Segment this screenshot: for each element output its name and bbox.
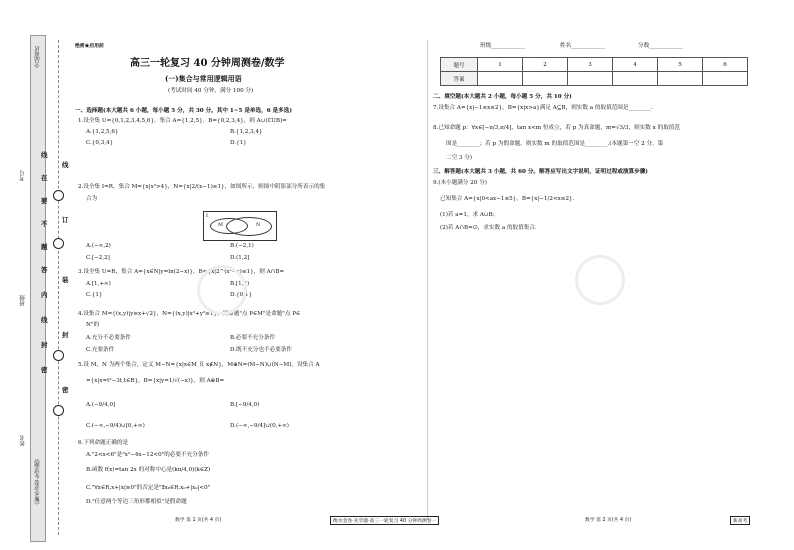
section1-heading: 一、选择题(本大题共 6 小题，每小题 5 分，共 30 分。其中 1~5 是单选，6 是多选) <box>75 108 292 114</box>
q3-option-b: B.[1,2) <box>230 281 250 287</box>
q4-option-c: C.充要条件 <box>86 347 115 353</box>
q8-line3: 二空 3 分) <box>446 155 473 161</box>
label-xingming: 姓名 <box>20 435 26 446</box>
q3-option-a: A.[1,+∞) <box>86 281 111 287</box>
binding-strip <box>30 35 46 542</box>
label-banji: 班级 <box>20 295 26 306</box>
venn-set-n <box>226 217 272 236</box>
q1-stem: 1.设全集 U={0,1,2,3,4,5,6}，集合 A={1,2,5}，B={0,2,3,4}，则 A∪(∁UB)= <box>78 118 287 124</box>
q3-option-d: D.{0,1} <box>230 292 253 298</box>
seal-char: 线 <box>41 151 48 159</box>
table-row <box>441 72 748 86</box>
table-cell: 5 <box>658 58 703 72</box>
footer-badge: 新高考 <box>730 516 750 525</box>
q6-option-d: D."任意两个等边三角形都相似"是假命题 <box>86 499 187 505</box>
answer-cell[interactable] <box>568 72 613 86</box>
q2-stem-cont: 合为 <box>86 196 98 202</box>
seal-char: 在 <box>41 174 48 182</box>
side-label: 线 <box>62 161 69 169</box>
strip-school: 全品商店 <box>35 46 41 68</box>
watermark-logo <box>575 255 625 305</box>
binding-circle <box>53 405 64 416</box>
section2-heading: 二、填空题(本大题共 2 小题，每小题 5 分，共 10 分) <box>433 94 572 100</box>
field-xingming-label: 姓名 <box>560 43 572 49</box>
side-label: 封 <box>62 331 69 339</box>
footer-right: 数学 第 2 页(共 4 页) <box>585 518 632 523</box>
cut-line <box>58 40 59 535</box>
label-kaohao: 考号 <box>20 170 26 181</box>
secret-mark: 绝密★启用前 <box>75 43 104 49</box>
seal-char: 答 <box>41 266 48 274</box>
table-cell: 4 <box>613 58 658 72</box>
seal-char: 不 <box>41 220 48 228</box>
q2-stem: 2.设全集 I=R，集合 M={x|x²>4}，N={x|2/(x−1)≥1}，如图所示，则图中阴影部分所表示的集 <box>78 184 326 190</box>
q4-option-b: B.必要不充分条件 <box>230 335 276 341</box>
q9-part1: (1)若 a=1，求 A∪B； <box>440 212 499 218</box>
answer-cell[interactable] <box>703 72 748 86</box>
q1-option-a: A.{1,2,5,6} <box>86 129 119 135</box>
q5-option-c: C.(−∞,−9/4)∪[0,+∞) <box>86 423 145 429</box>
q2-option-c: C.[−2,2] <box>86 255 110 261</box>
seal-char: 内 <box>41 291 48 299</box>
q4-option-a: A.充分不必要条件 <box>86 335 131 341</box>
q2-option-a: A.(−∞,2) <box>86 243 111 249</box>
q4-stem: 4.设集合 M={(x,y)|y≥x+√2}，N={(x,y)|x²+y²≥1}，则命题"点 P∈M"是命题"点 P∈ <box>78 311 301 317</box>
q5-option-d: D.(−∞,−9/4]∪(0,+∞) <box>230 423 289 429</box>
q7-stem: 7.设集合 A={x|−1≤x≤2}，B={x|x>a}满足 A⊆B，则实数 a 的取值范围是________. <box>433 105 653 111</box>
venn-label-m: M <box>218 223 223 228</box>
answer-cell[interactable] <box>478 72 523 86</box>
venn-label-i: I <box>206 214 208 219</box>
field-banji: 班级____________ <box>480 43 525 49</box>
page-subtitle: (一)集合与常用逻辑用语 <box>165 74 242 83</box>
footer-center: 衡水金卷·先享题·高三一轮复习 40 分钟周测卷一 <box>330 516 439 525</box>
table-head-daan: 答案 <box>441 72 478 86</box>
q8-line2: 围是________；若 p 为假命题，则实数 m 的取值范围是________.(本题第一空 2 分，第 <box>446 141 664 147</box>
field-fenshu-label: 分数 <box>638 43 650 49</box>
q5-option-b: B.[−9/4,0) <box>230 402 260 408</box>
binding-circle <box>53 190 64 201</box>
binding-circle <box>53 350 64 361</box>
score-table <box>440 57 748 86</box>
q9-head: 9.(本小题满分 20 分) <box>433 180 487 186</box>
table-row <box>441 58 748 72</box>
q4-option-d: D.既不充分也不必要条件 <box>230 347 293 353</box>
venn-label-n: N <box>256 223 261 228</box>
side-label: 密 <box>62 386 69 394</box>
seal-char: 封 <box>41 341 48 349</box>
q1-option-c: C.{0,3,4} <box>86 140 114 146</box>
q2-option-d: D.(1,2] <box>230 255 250 261</box>
q1-option-b: B.{1,2,3,4} <box>230 129 263 135</box>
q6-option-b: B.函数 f(x)=tan 2x 的对称中心是(kπ/4,0)(k∈Z) <box>86 467 211 473</box>
q9-part2: (2)若 A∩B=∅，求实数 a 的取值集合. <box>440 225 537 231</box>
seal-char: 要 <box>41 197 48 205</box>
table-cell: 1 <box>478 58 523 72</box>
venn-diagram <box>203 211 277 241</box>
field-banji-label: 班级 <box>480 43 492 49</box>
table-cell: 3 <box>568 58 613 72</box>
q6-option-a: A."2<x<6"是"x²−4x−12<0"的必要不充分条件 <box>86 452 209 458</box>
seal-char: 密 <box>41 366 48 374</box>
seal-char: 线 <box>41 316 48 324</box>
page-divider <box>427 40 428 520</box>
q9-stem: 已知集合 A={x|0<ax−1≤5}，B={x|−1/2<x≤2}. <box>440 196 575 202</box>
side-label: 订 <box>62 216 69 224</box>
q5-stem-cont: ={x|x=t²−3t,t∈R}，B={x|y=1/√(−x)}，则 A⊕B= <box>86 378 225 384</box>
binding-circle <box>53 238 64 249</box>
q6-option-c: C."∀x∈R,x+|x|≥0"的否定是"∃x₀∈R,x₀+|x₀|<0" <box>86 485 211 491</box>
answer-cell[interactable] <box>658 72 703 86</box>
q5-option-a: A.(−9/4,0] <box>86 402 116 408</box>
q5-stem: 5.设 M，N 为两个集合，定义 M−N={x|x∈M 且 x∉N}，M⊕N=(M−N)∪(N−M)，设集合 A <box>78 362 320 368</box>
q1-option-d: D.{1} <box>230 140 247 146</box>
exam-info: (考试时间 40 分钟，满分 100 分) <box>168 88 254 94</box>
table-head-tihao: 题号 <box>441 58 478 72</box>
q4-stem-cont: N"的 <box>86 322 100 328</box>
section3-heading: 三、解答题(本大题共 3 小题，共 60 分。解答应写出文字说明，证明过程或演算步骤) <box>433 169 648 175</box>
watermark-logo <box>197 265 250 315</box>
table-cell: 2 <box>523 58 568 72</box>
seal-char: 题 <box>41 243 48 251</box>
q6-stem: 6.下列命题正确的是 <box>78 440 129 446</box>
q8-line1: 8.已知命题 p：∀x∈[−π/3,π/4]，tan x<m 恒成立，若 p 为真命题，m=√3/3，则实数 x 的取值范 <box>433 125 680 131</box>
field-xingming: 姓名____________ <box>560 43 605 49</box>
q2-option-b: B.(−2,1) <box>230 243 254 249</box>
side-label: 装 <box>62 276 69 284</box>
q3-stem: 3.设全集 U=R，集合 A={x∈N|y=ln(2−x)}，B={x|2^(x²−x)≤1}，则 A∩B= <box>78 269 285 275</box>
page-title: 高三一轮复习 40 分钟周测卷/数学 <box>130 58 285 69</box>
field-fenshu: 分数____________ <box>638 43 683 49</box>
answer-cell[interactable] <box>523 72 568 86</box>
strip-band: 《衡水金卷·先享题》 <box>35 456 41 508</box>
table-cell: 6 <box>703 58 748 72</box>
footer-left: 数学 第 1 页(共 4 页) <box>175 518 222 523</box>
q3-option-c: C.{1} <box>86 292 103 298</box>
answer-cell[interactable] <box>613 72 658 86</box>
